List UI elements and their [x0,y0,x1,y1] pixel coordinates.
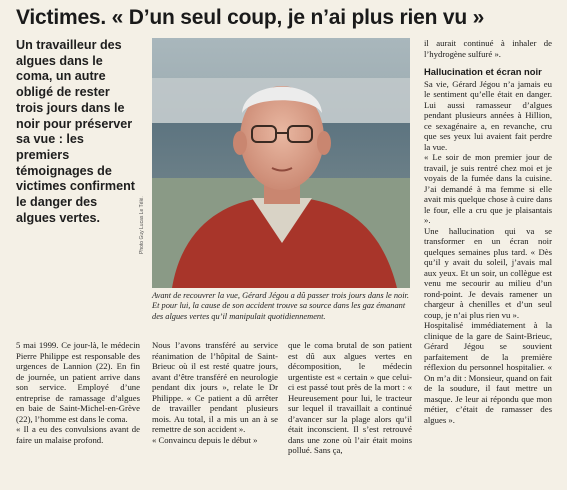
paragraph: Nous l’avons transféré au service réanimation de l’hôpital de Saint-Brieuc où il est resté quatre jours, avant d’être transféré en neurologie pendant dix jours », relate le Dr Philippe. « Ce patient a dû arrêter de travailler pendant plusieurs mois. Au total, il a mis un an à se remettre de son accident ». [152,340,278,434]
paragraph: Hospitalisé immédiatement à la clinique de la gare de Saint-Brieuc, Gérard Jégou se souvient parfaitement de la première réflexion du personnel hospitalier. « On m’a dit : Monsieur, quand on fait de la soudure, il faut mettre un masque. Je leur ai répondu que mon métier, c’était de ramasser des algues ». [424,320,552,425]
column-1 [16,340,140,445]
paragraph: « Convaincu depuis le début » [152,434,258,445]
portrait-image [152,38,410,288]
paragraph: Sa vie, Gérard Jégou n’a jamais eu le sentiment qu’elle était en danger. Lui aussi ramasseur d’algues pendant plusieurs années à Hillion, ce sexagénaire a, en revanche, cru que ses yeux lui avaient fait perdre la vue. [424,78,552,152]
paragraph: il aurait continué à inhaler de l’hydrogène sulfuré ». [424,38,552,59]
paragraph: 5 mai 1999. Ce jour-là, le médecin Pierre Philippe est responsable des urgences de Lannion (22). En fin de journée, un patient arrive dans son service. Employé d’une entreprise de ramassage d’algues en baie de Saint-Michel-en-Grève (22), l’homme est dans le coma. [16,340,140,424]
subheading: Hallucination et écran noir [424,66,542,77]
paragraph: « Le soir de mon premier jour de travail, je suis rentré chez moi et je voyais de la fumée dans la cuisine. J’ai demandé à ma femme si elle avait mis quelque chose à cuire dans le four, elle a cru que je plaisantais ». [424,152,552,225]
photo-credit: Photo Guy Lucas Le Télé. [139,196,145,254]
portrait-photo [152,38,410,288]
photo-caption: Avant de recouvrer la vue, Gérard Jégou a dû passer trois jours dans le noir. Et pour lui, la cause de son accident trouve sa source dans les gaz émanant des algues vertes qu’il manipulait quotidiennement. [152,291,409,321]
column-2 [152,340,278,445]
paragraph: Une hallucination qui va se transformer en un écran noir quelques semaines plus tard. « Dès qu’il y avait du soleil, j’avais mal aux yeux. Et un soir, un collègue est venu me secourir au milieu d’un rond-point. Je devais ramener un chargeur à chenilles et d’un seul coup, je n’ai plus rien vu ». [424,225,552,320]
column-3 [288,340,412,456]
column-4 [424,38,552,425]
headline: Victimes. « D’un seul coup, je n’ai plus rien vu » [16,6,485,29]
paragraph: que le coma brutal de son patient est dû aux algues vertes en décomposition, le médecin urgentiste est « certain » que celui-ci est passé tout près de la mort : « Heureusement pour lui, le tracteur sur lequel il travaillait a continué d’avancer sur la plage alors qu’il était inconscient. Il s’est retrouvé dans une zone où l’air était moins pollué. Sans ça, [288,340,412,455]
paragraph: « Il a eu des convulsions avant de faire un malaise profond. [16,424,140,445]
lede: Un travailleur des algues dans le coma, un autre obligé de rester trois jours dans le noir pour préserver sa vue : les premiers témoignages de victimes confirment le danger des algues vertes. [16,38,135,225]
